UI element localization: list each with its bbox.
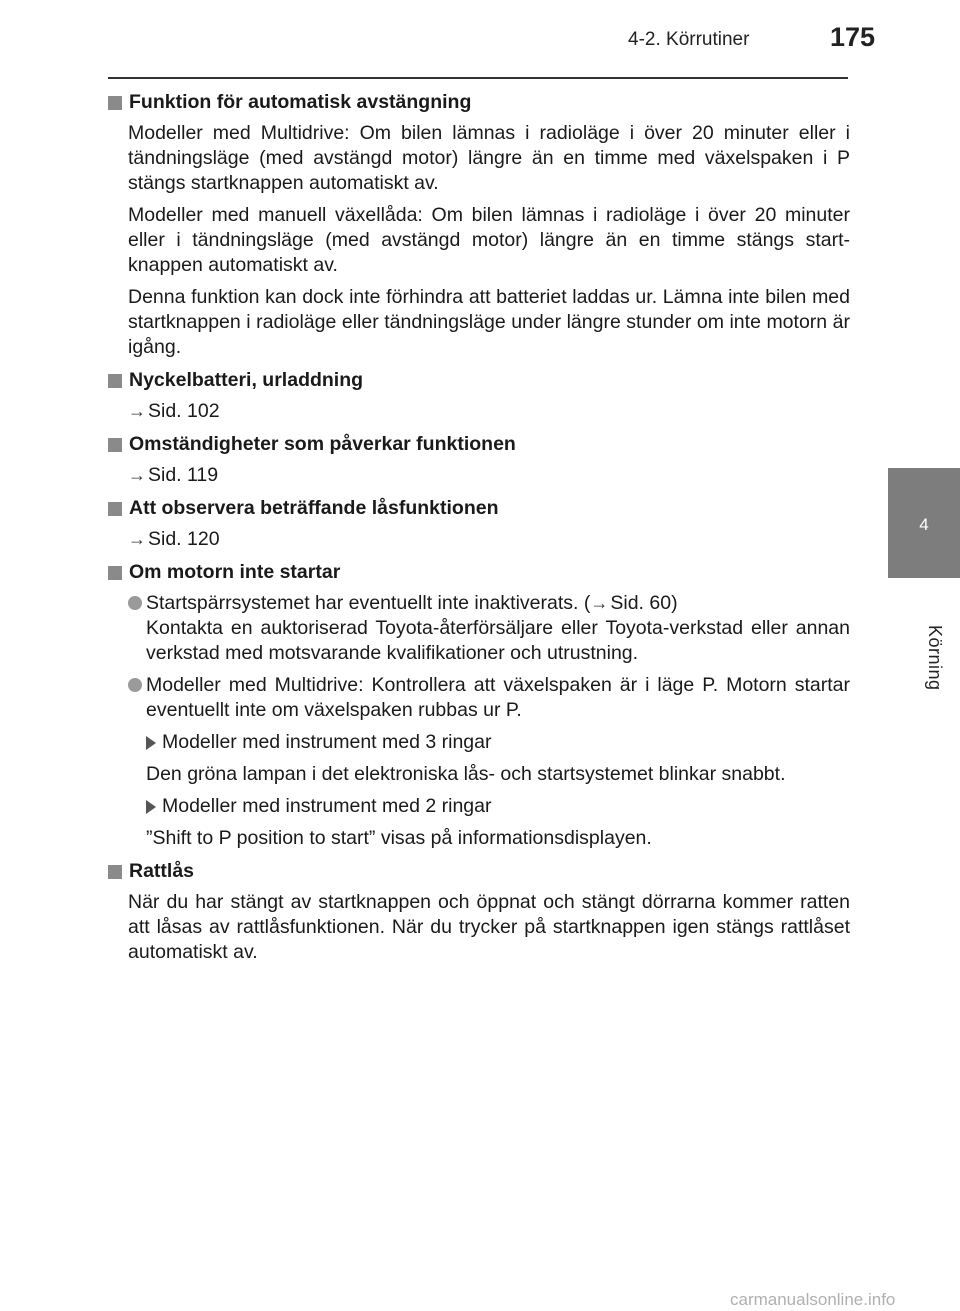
- page-number: 175: [830, 22, 876, 52]
- sub-heading-text: Modeller med instrument med 2 ringar: [162, 795, 492, 817]
- square-bullet-icon: [108, 865, 122, 879]
- reference-text: Sid. 120: [148, 528, 220, 550]
- section-title: Nyckelbatteri, urladdning: [129, 369, 364, 391]
- section-lock-function: [108, 496, 850, 552]
- square-bullet-icon: [108, 96, 122, 110]
- paragraph: Modeller med manuell växellåda: Om bilen lämnas i radioläge i över 20 minuter eller i tändningsläge (med avstängd motor) längre än en timme stängs start-knappen automatiskt av.: [128, 204, 850, 276]
- arrow-right-icon: →: [128, 529, 146, 549]
- bullet-text: Kontakta en auktoriserad Toyota-återförsäljare eller Toyota-verkstad eller annan verkstad med motsvarande kvalifikationer och utrustning.: [146, 617, 850, 664]
- section-title: Omständigheter som påverkar funktionen: [129, 433, 516, 455]
- section-heading: [108, 859, 850, 884]
- section-auto-off: [108, 90, 850, 360]
- arrow-right-icon: →: [590, 593, 609, 613]
- paragraph: Denna funktion kan dock inte förhindra att batteriet laddas ur. Lämna inte bilen med startknappen i radioläge eller tändningsläge under längre stunder om inte motorn är igång.: [128, 286, 850, 358]
- sub-heading-text: Modeller med instrument med 3 ringar: [162, 731, 492, 753]
- paragraph: När du har stängt av startknappen och öppnat och stängt dörrarna kommer ratten att låsas av rattlåsfunktionen. När du trycker på startknappen igen stängs rattlåset automatiskt av.: [128, 891, 850, 963]
- square-bullet-icon: [108, 438, 122, 452]
- section-heading: [108, 432, 850, 457]
- watermark: carmanualsonline.info: [730, 1290, 896, 1309]
- circle-bullet-icon: [128, 678, 142, 692]
- section-title: Om motorn inte startar: [129, 561, 341, 583]
- section-engine-not-starting: [108, 560, 850, 851]
- square-bullet-icon: [108, 566, 122, 580]
- section-heading: [108, 368, 850, 393]
- square-bullet-icon: [108, 502, 122, 516]
- sub-heading: [146, 730, 850, 755]
- page-reference-link[interactable]: [128, 463, 850, 488]
- square-bullet-icon: [108, 374, 122, 388]
- section-heading: [108, 496, 850, 521]
- triangle-right-icon: [146, 736, 156, 750]
- circle-bullet-icon: [128, 596, 142, 610]
- triangle-right-icon: [146, 800, 156, 814]
- reference-text: Sid. 119: [148, 464, 219, 486]
- section-circumstances: [108, 432, 850, 488]
- bullet-text: Modeller med Multidrive: Kontrollera att växelspaken är i läge P. Motorn startar eventuellt inte om växelspaken rubbas ur P.: [146, 674, 850, 721]
- paragraph: Modeller med Multidrive: Om bilen lämnas i radioläge i över 20 minuter eller i tändningsläge (med avstängd motor) längre än en timme med växelspaken i P stängs startknappen automatiskt av.: [128, 122, 850, 194]
- section-title: Funktion för automatisk avstängning: [129, 91, 472, 113]
- arrow-right-icon: →: [128, 401, 146, 421]
- chapter-label: Körning: [925, 625, 945, 691]
- paragraph: Den gröna lampan i det elektroniska lås- och startsystemet blinkar snabbt.: [146, 763, 786, 785]
- header-rule: [108, 77, 848, 79]
- section-title: Att observera beträffande låsfunktionen: [129, 497, 499, 519]
- bullet-text: ): [671, 592, 678, 614]
- chapter-tab[interactable]: [888, 468, 960, 578]
- section-key-battery: [108, 368, 850, 424]
- paragraph: ”Shift to P position to start” visas på informationsdisplayen.: [146, 827, 652, 849]
- bullet-text: Startspärrsystemet har eventuellt inte inaktiverats. (: [146, 592, 591, 614]
- page-content: [108, 90, 850, 973]
- chapter-number: 4: [919, 515, 929, 534]
- reference-text: Sid. 102: [148, 400, 220, 422]
- section-heading: [108, 560, 850, 585]
- page-reference-link[interactable]: [128, 527, 850, 552]
- page-reference-link[interactable]: [128, 399, 850, 424]
- page-reference-link[interactable]: Sid. 60: [610, 592, 672, 614]
- sub-heading: [146, 794, 850, 819]
- section-steering-lock: [108, 859, 850, 965]
- section-title: Rattlås: [129, 860, 195, 882]
- list-item: [128, 591, 850, 666]
- header-section-title: 4-2. Körrutiner: [628, 29, 750, 50]
- section-heading: [108, 90, 850, 115]
- list-item: [128, 673, 850, 723]
- arrow-right-icon: →: [128, 465, 146, 485]
